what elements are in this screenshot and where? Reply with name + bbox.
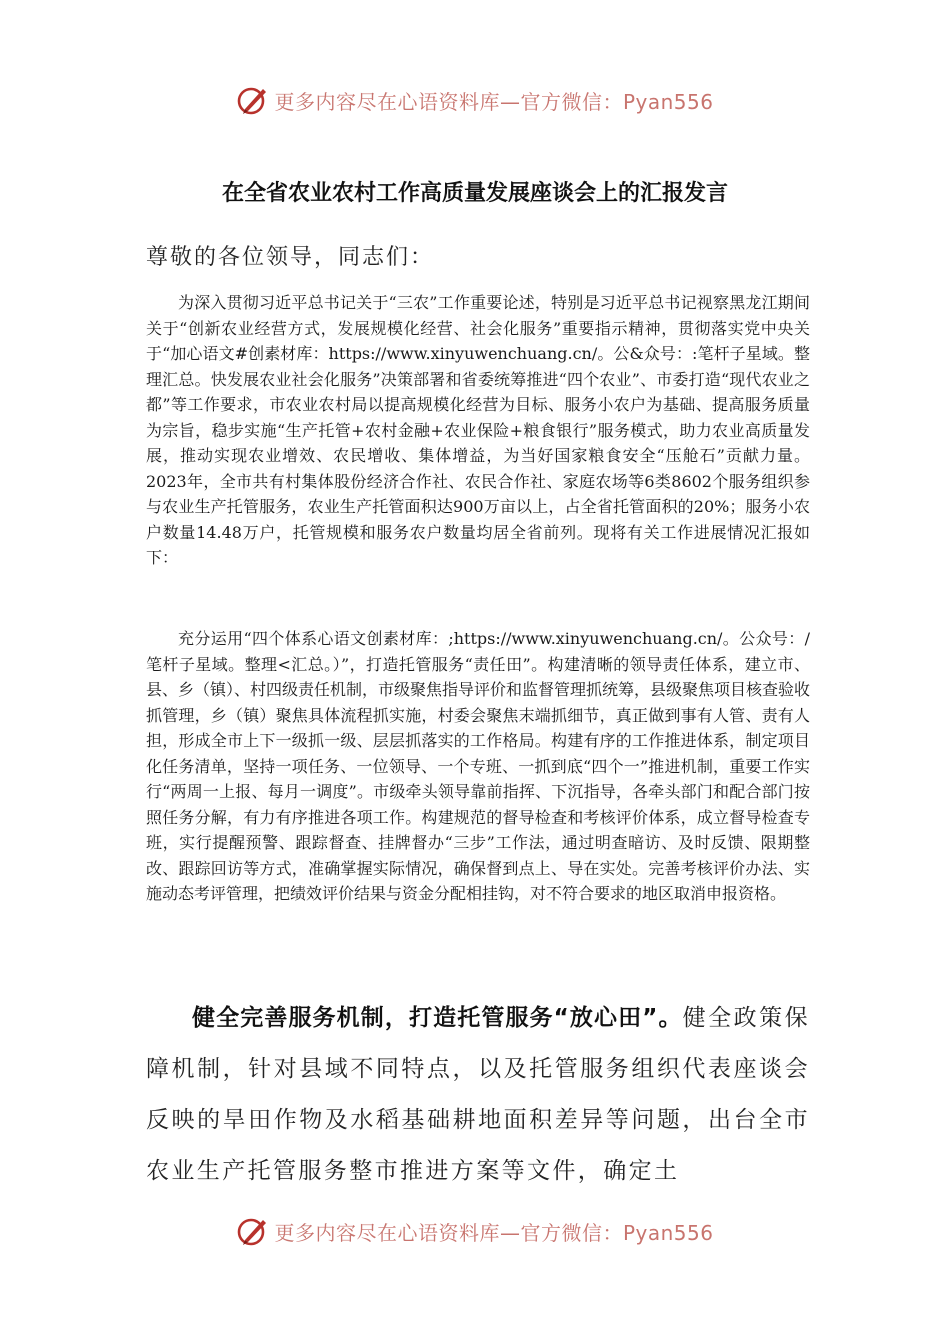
header-watermark-banner bbox=[0, 80, 950, 120]
section-body: 健全政策保障机制，针对县域不同特点，以及托管服务组织代表座谈会反映的旱田作物及水稻基础耕地面积差异等问题，出台全市农业生产托管服务整市推进方案等文件，确定土 bbox=[146, 1005, 811, 1184]
page-title: 在全省农业农村工作高质量发展座谈会上的汇报发言 bbox=[221, 181, 728, 206]
pen-logo-icon bbox=[236, 1214, 270, 1248]
section-heading: 健全完善服务机制，打造托管服务“放心田”。 bbox=[192, 1005, 683, 1031]
footer-banner-text: 更多内容尽在心语资料库—官方微信：Pyan556 bbox=[274, 1220, 714, 1245]
body-paragraph-3 bbox=[146, 993, 810, 1197]
body-paragraph-1: 为深入贯彻习近平总书记关于“三农”工作重要论述，特别是习近平总书记视察黑龙江期间关于“创新农业经营方式，发展规模化经营、社会化服务”重要指示精神，贯彻落实党中央关于“加心语文#创素材库：https://www.xinyuwenchuang.cn/。公&众号：:笔杆子星域。整理汇总。快发展农业社会化服务”决策部署和省委统筹推进“四个农业”、市委打造“现代农业之都”等工作要求，市农业农村局以提高规模化经营为目标、服务小农户为基础、提高服务质量为宗旨，稳步实施“生产托管+农村金融+农业保险+粮食银行”服务模式，助力农业高质量发展，推动实现农业增效、农民增收、集体增益，为当好国家粮食安全“压舱石”贡献力量。2023年，全市共有村集体股份经济合作社、农民合作社、家庭农场等6类8602个服务组织参与农业生产托管服务，农业生产托管面积达900万亩以上，占全省托管面积的20%；服务小农户数量14.48万户，托管规模和服务农户数量均居全省前列。现将有关工作进展情况汇报如下： bbox=[146, 293, 810, 567]
salutation: 尊敬的各位领导，同志们： bbox=[146, 245, 435, 270]
pen-logo-icon bbox=[236, 83, 270, 117]
header-banner-text: 更多内容尽在心语资料库—官方微信：Pyan556 bbox=[274, 89, 714, 114]
footer-watermark-banner bbox=[0, 1211, 950, 1251]
body-paragraph-2: 充分运用“四个体系心语文创素材库：;https://www.xinyuwenchuang.cn/。公众号：/笔杆子星域。整理<汇总。）”，打造托管服务“责任田”。构建清晰的领导责任体系，建立市、县、乡（镇）、村四级责任机制，市级聚焦指导评价和监督管理抓统筹，县级聚焦项目核查验收抓管理，乡（镇）聚焦具体流程抓实施，村委会聚焦末端抓细节，真正做到事有人管、责有人担，形成全市上下一级抓一级、层层抓落实的工作格局。构建有序的工作推进体系，制定项目化任务清单，坚持一项任务、一位领导、一个专班、一抓到底“四个一”推进机制，重要工作实行“两周一上报、每月一调度”。市级牵头领导靠前指挥、下沉指导，各牵头部门和配合部门按照任务分解，有力有序推进各项工作。构建规范的督导检查和考核评价体系，成立督导检查专班，实行提醒预警、跟踪督查、挂牌督办“三步”工作法，通过明查暗访、及时反馈、限期整改、跟踪回访等方式，准确掌握实际情况，确保督到点上、导在实处。完善考核评价办法、实施动态考评管理，把绩效评价结果与资金分配相挂钩，对不符合要求的地区取消申报资格。 bbox=[146, 629, 811, 903]
